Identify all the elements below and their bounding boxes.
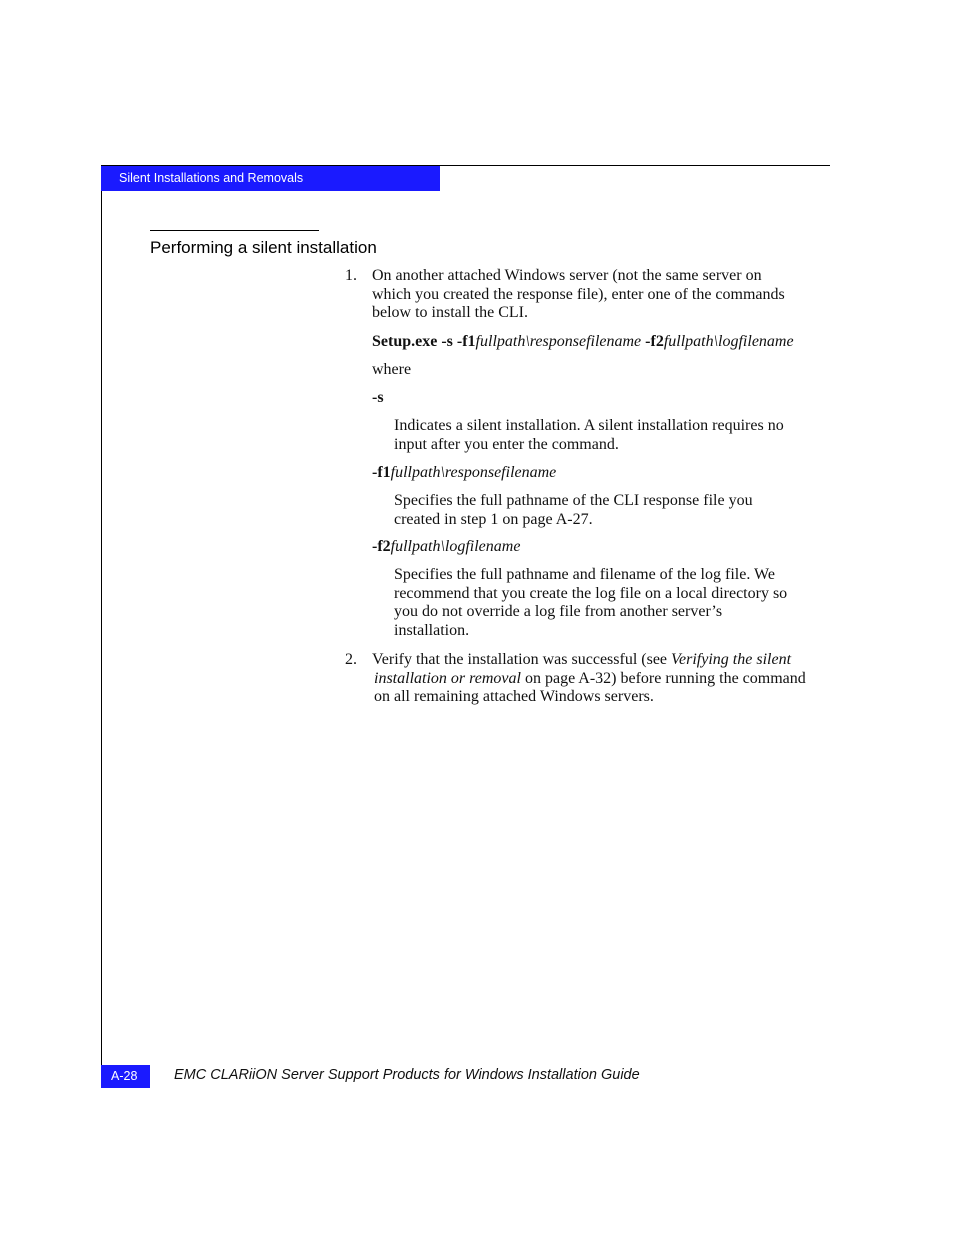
- step-2-number: 2.: [345, 651, 357, 668]
- step-1-text: [372, 267, 785, 323]
- section-header-label: Silent Installations and Removals: [119, 171, 304, 185]
- option-description-line: created in step 1 on page A-27.: [394, 510, 593, 528]
- step-2-line: [372, 651, 806, 670]
- option-description: [394, 566, 787, 640]
- section-header-tab: [101, 166, 440, 191]
- page-number-tab: [101, 1065, 150, 1088]
- option-description-line: input after you enter the command.: [394, 435, 619, 453]
- option-term-bold: -s: [372, 389, 384, 406]
- option-term-bold: -f1: [372, 464, 391, 481]
- heading-rule: [150, 230, 319, 231]
- option-term-italic: fullpath\responsefilename: [390, 464, 557, 481]
- option-description-line: recommend that you create the log file on a local directory so: [394, 584, 788, 602]
- where-label: where: [372, 361, 412, 378]
- guide-title: EMC CLARiiON Server Support Products for Windows Installation Guide: [174, 1067, 640, 1083]
- option-term-italic: fullpath\logfilename: [390, 538, 521, 555]
- command-line: [372, 333, 794, 352]
- step-1-number: 1.: [345, 267, 357, 284]
- step-2-text: [372, 651, 806, 707]
- step-1-line: below to install the CLI.: [372, 304, 528, 321]
- step-1-line: On another attached Windows server (not the same server on: [372, 267, 762, 284]
- command-italic-part: fullpath\logfilename: [663, 333, 794, 350]
- option-description: [394, 417, 784, 454]
- option-term: [372, 464, 556, 483]
- cross-reference-link[interactable]: Verifying the silent: [671, 651, 792, 668]
- option-description-line: Specifies the full pathname of the CLI response file you: [394, 492, 753, 509]
- cross-reference-link[interactable]: installation or removal: [374, 669, 521, 687]
- step-2-text-run: Verify that the installation was successful (see: [372, 651, 672, 668]
- option-description-line: you do not override a log file from another server’s: [394, 603, 723, 620]
- option-term: [372, 538, 520, 557]
- option-term: [372, 389, 384, 408]
- option-description-line: installation.: [394, 621, 470, 639]
- page-number: A-28: [111, 1069, 138, 1083]
- option-description-line: Indicates a silent installation. A silent installation requires no: [394, 417, 784, 434]
- step-2-text-run: on page A-32) before running the command: [520, 669, 806, 687]
- step-2-line: on all remaining attached Windows servers.: [374, 688, 654, 705]
- section-heading: Performing a silent installation: [150, 238, 377, 257]
- step-2-line: [372, 670, 806, 689]
- margin-rule: [101, 165, 102, 1088]
- option-description: [394, 492, 753, 529]
- command-italic-part: fullpath\responsefilename: [475, 333, 642, 350]
- step-1-line: which you created the response file), enter one of the commands: [372, 285, 785, 303]
- command-bold-part: Setup.exe -s -f1: [372, 333, 476, 350]
- option-description-line: Specifies the full pathname and filename of the log file. We: [394, 566, 775, 583]
- command-bold-part: -f2: [641, 333, 664, 350]
- option-term-bold: -f2: [372, 538, 391, 555]
